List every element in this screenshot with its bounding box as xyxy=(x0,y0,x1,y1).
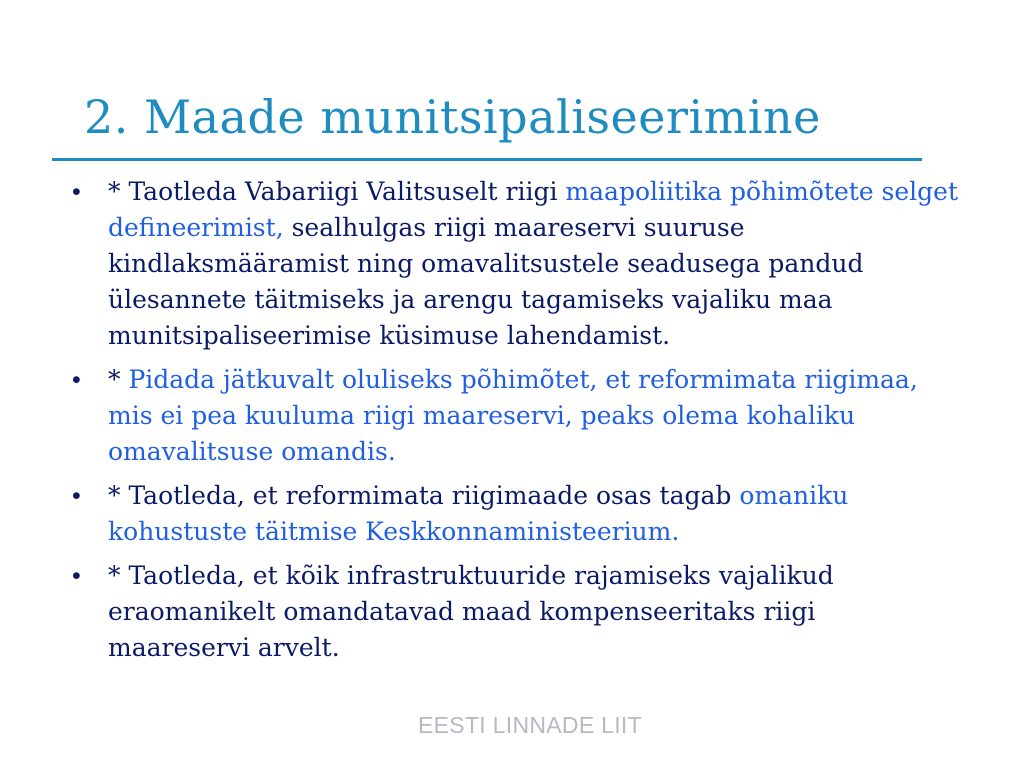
bullet-highlight: Pidada jätkuvalt oluliseks põhimõtet, et reformimata riigimaa, mis ei pea kuuluma riigi maareservi, peaks olema kohaliku omavalitsuse omandis. xyxy=(108,365,918,466)
bullet-dot-icon: • xyxy=(72,366,81,394)
bullet-item xyxy=(72,558,962,666)
bullet-list xyxy=(72,174,962,674)
slide-title: 2. Maade munitsipaliseerimine xyxy=(84,90,821,144)
bullet-dot-icon: • xyxy=(72,178,81,206)
bullet-item xyxy=(72,362,962,470)
bullet-text: * xyxy=(108,365,129,394)
bullet-dot-icon: • xyxy=(72,482,81,510)
bullet-text: sealhulgas riigi maareservi suuruse kindlaksmääramist ning omavalitsustele seadusega pandud ülesannete täitmiseks ja arengu tagamiseks vajaliku maa munitsipaliseerimise küsimuse lahendamist. xyxy=(108,213,864,350)
bullet-text: * Taotleda, et kõik infrastruktuuride rajamiseks vajalikud eraomanikelt omandatavad maad kompenseeritaks riigi maareservi arvelt. xyxy=(108,561,834,662)
bullet-dot-icon: • xyxy=(72,562,81,590)
bullet-item xyxy=(72,478,962,550)
title-divider xyxy=(52,158,922,161)
bullet-item xyxy=(72,174,962,354)
bullet-text: * Taotleda, et reformimata riigimaade osas tagab xyxy=(108,481,740,510)
bullet-highlight: omaniku kohustuste täitmise Keskkonnaministeerium. xyxy=(108,481,849,546)
bullet-text: * Taotleda Vabariigi Valitsuselt riigi xyxy=(108,177,566,206)
bullet-highlight: maapoliitika põhimõtete selget defineerimist, xyxy=(108,177,959,242)
footer-organization: EESTI LINNADE LIIT xyxy=(418,712,642,738)
